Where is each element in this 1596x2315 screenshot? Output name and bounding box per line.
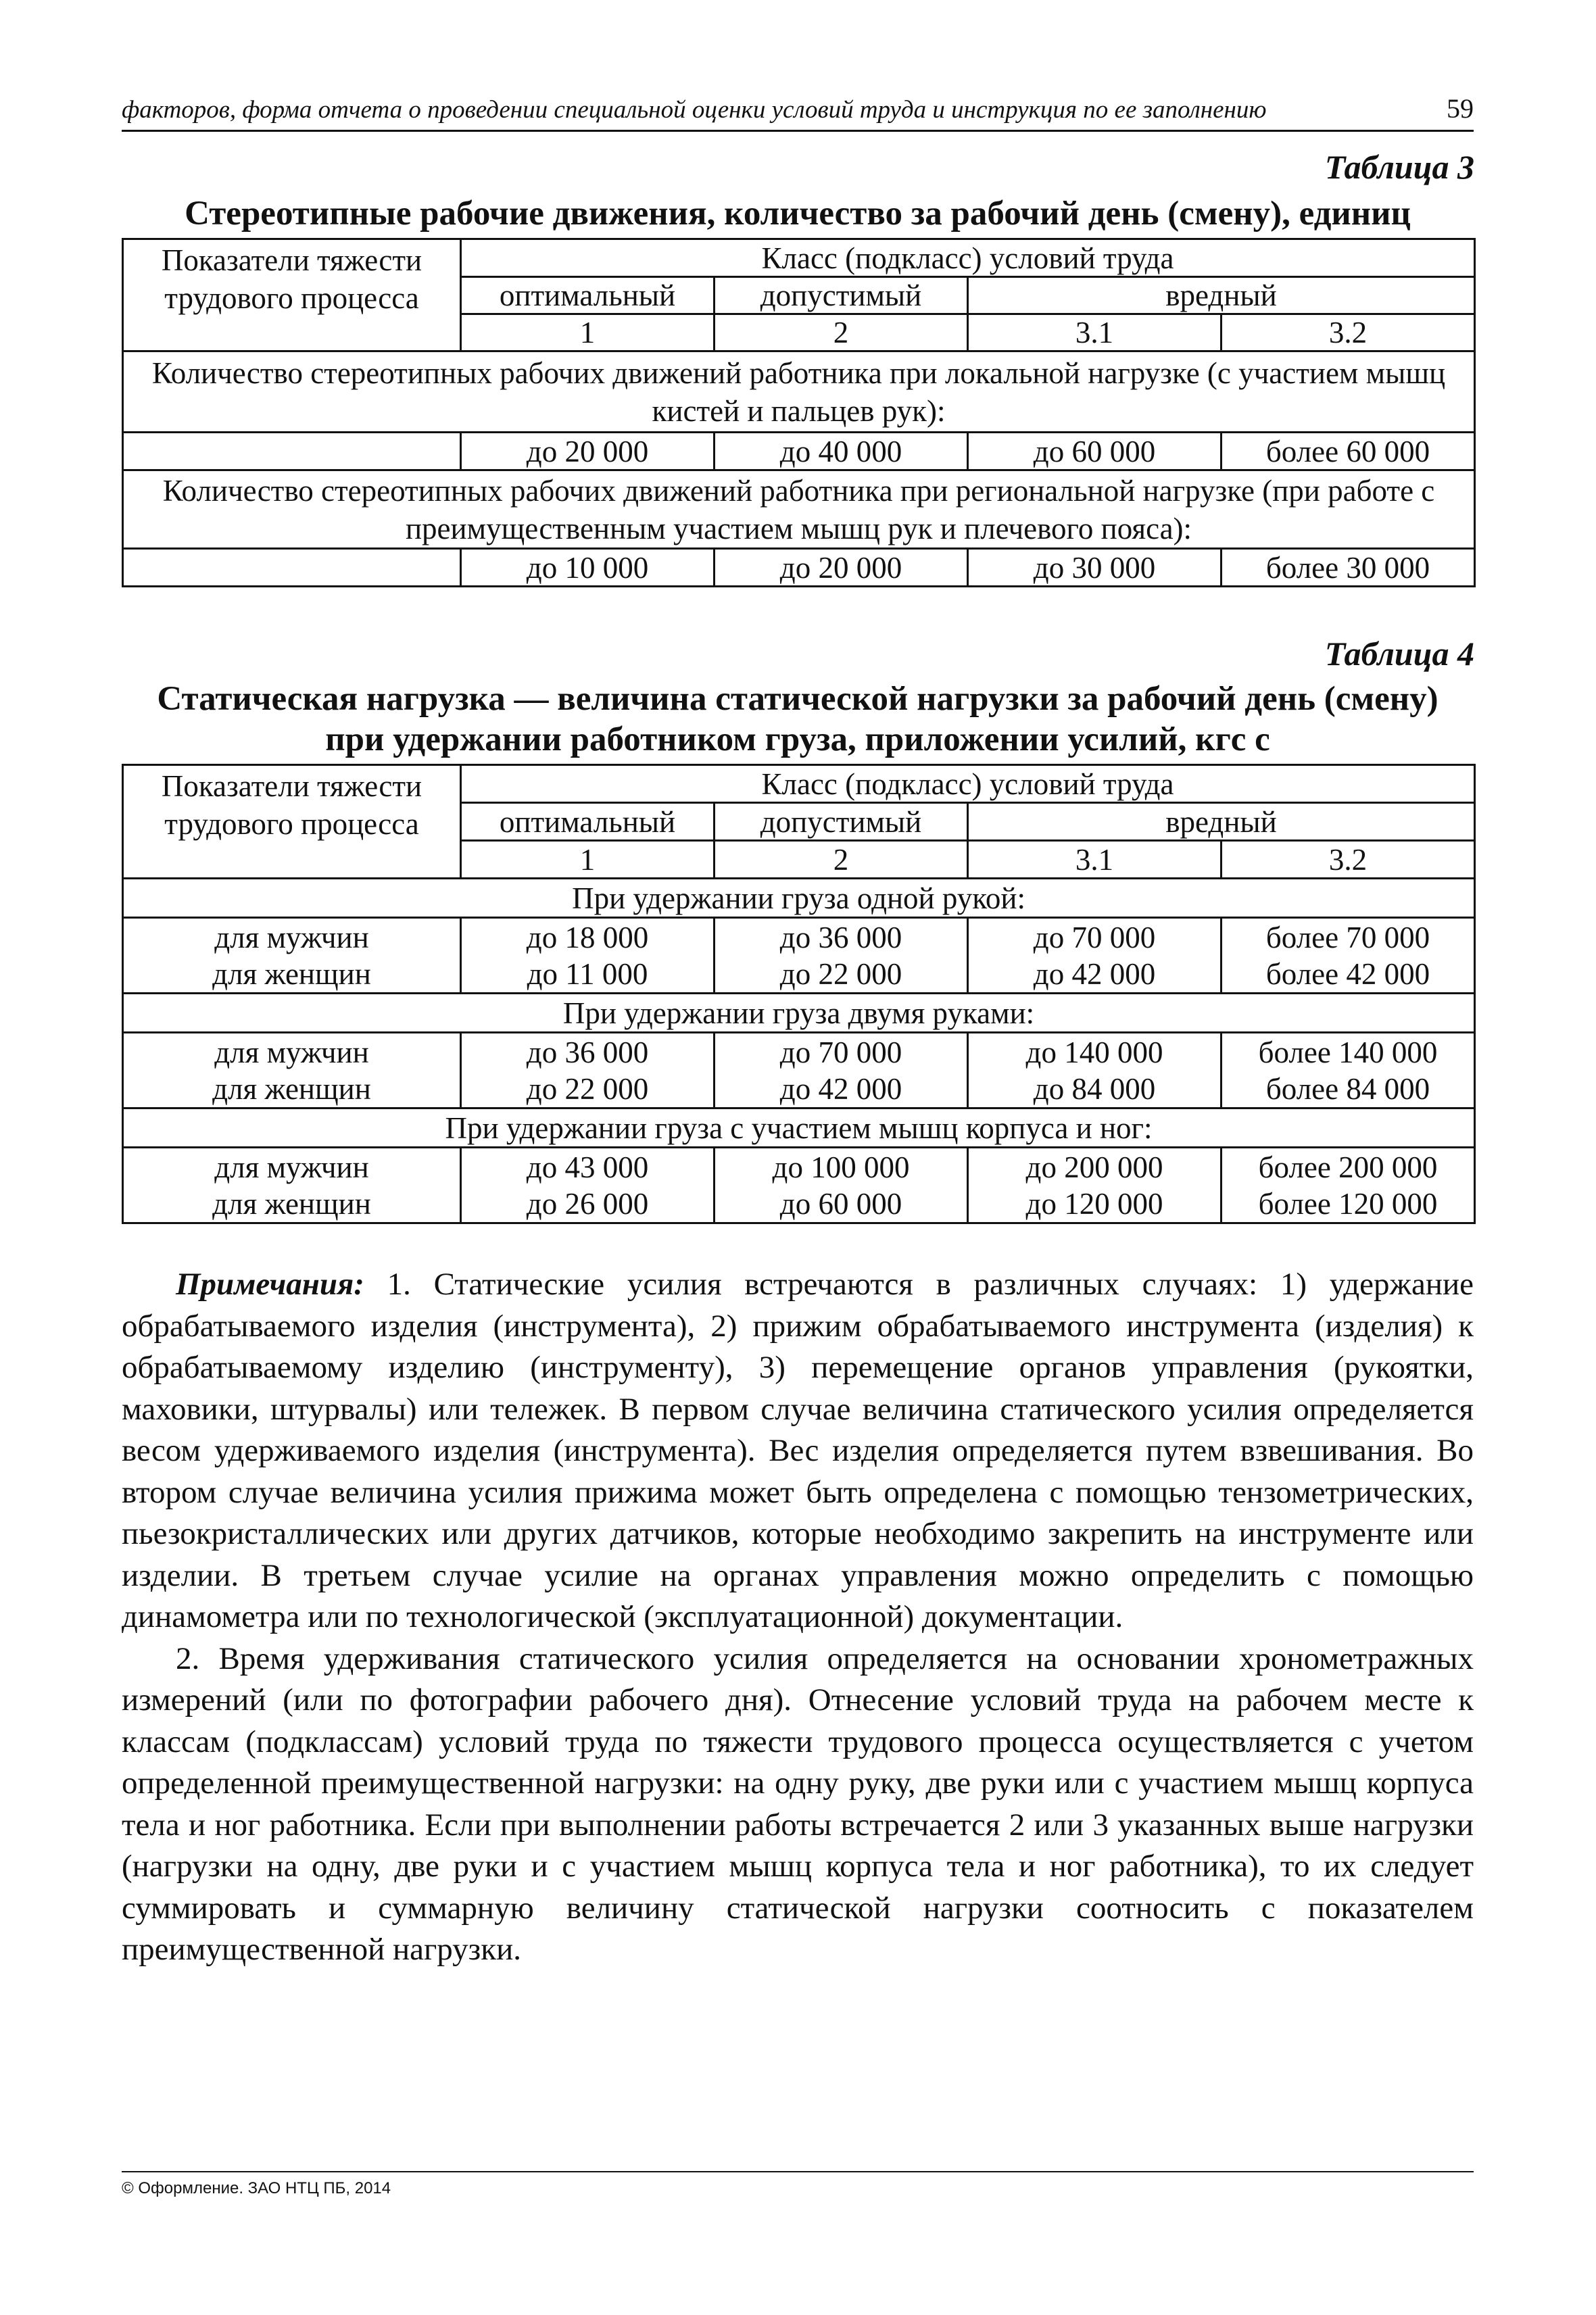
value-women: до 60 000 [779, 1186, 902, 1221]
cell-class-2 [715, 1033, 968, 1108]
cell-class-3-1 [968, 918, 1222, 994]
value-men: до 100 000 [772, 1150, 910, 1184]
indicator-header: Показатели тяжести трудового процесса [123, 239, 461, 351]
col-num-3-1: 3.1 [968, 841, 1222, 879]
cell-class-1: до 10 000 [461, 549, 715, 587]
col-permissible: допустимый [715, 277, 968, 314]
row-label [123, 549, 461, 587]
value-men: более 200 000 [1258, 1150, 1438, 1184]
notes [122, 1264, 1474, 1971]
running-header [122, 88, 1474, 132]
value-women: до 11 000 [527, 956, 648, 991]
col-num-3-2: 3.2 [1222, 841, 1475, 879]
cell-class-3-2 [1222, 1148, 1475, 1223]
value-men: до 43 000 [526, 1150, 649, 1184]
cell-class-2: до 40 000 [715, 433, 968, 470]
col-optimal: оптимальный [461, 277, 715, 314]
value-women: до 22 000 [779, 956, 902, 991]
value-men: более 70 000 [1265, 920, 1430, 954]
value-men: до 200 000 [1025, 1150, 1163, 1184]
value-women: более 120 000 [1258, 1186, 1438, 1221]
table4 [122, 764, 1476, 1224]
col-num-1: 1 [461, 314, 715, 351]
row-labels [123, 1033, 461, 1108]
cell-class-3-2: более 60 000 [1222, 433, 1475, 470]
value-women: до 22 000 [526, 1071, 649, 1106]
section-title: Количество стереотипных рабочих движений работника при региональной нагрузке (при работе с преимущественным участием мышц рук и плечевого пояса): [123, 470, 1475, 549]
row-label [123, 433, 461, 470]
table4-title-line1: Статическая нагрузка — величина статической нагрузки за рабочий день (смену) [157, 680, 1438, 718]
col-optimal: оптимальный [461, 803, 715, 841]
value-men: до 36 000 [526, 1035, 649, 1069]
value-women: до 42 000 [1033, 956, 1156, 991]
table4-title-line2: при удержании работником груза, приложении усилий, кгс с [325, 721, 1270, 758]
value-men: до 36 000 [779, 920, 902, 954]
value-women: до 26 000 [526, 1186, 649, 1221]
value-men: до 18 000 [526, 920, 649, 954]
value-women: до 120 000 [1025, 1186, 1163, 1221]
cell-class-2: до 20 000 [715, 549, 968, 587]
class-header: Класс (подкласс) условий труда [461, 239, 1475, 277]
col-num-1: 1 [461, 841, 715, 879]
row-labels [123, 918, 461, 994]
table3 [122, 238, 1476, 587]
section-title: При удержании груза с участием мышц корпуса и ног: [123, 1108, 1475, 1148]
col-harmful: вредный [968, 803, 1475, 841]
table4-label: Таблица 4 [1324, 635, 1474, 673]
table4-title [122, 679, 1474, 760]
col-permissible: допустимый [715, 803, 968, 841]
label-men: для мужчин [214, 1150, 369, 1184]
col-num-3-1: 3.1 [968, 314, 1222, 351]
value-men: более 140 000 [1258, 1035, 1438, 1069]
page-number: 59 [1447, 93, 1474, 124]
cell-class-2 [715, 918, 968, 994]
value-women: до 42 000 [779, 1071, 902, 1106]
cell-class-3-2: более 30 000 [1222, 549, 1475, 587]
cell-class-3-1: до 60 000 [968, 433, 1222, 470]
note-2: 2. Время удерживания статического усилия определяется на основании хронометражных измерений (или по фотографии рабочего дня). Отнесение условий труда на рабочем месте к классам (подклассам) условий труда по тяжести трудового процесса осуществляется с учетом определенной преимущественной нагрузки: на одну руку, две руки или с участием мышц корпуса тела и ног работника. Если при выполнении работы встречается 2 или 3 указанных выше нагрузки (нагрузки на одну, две руки и с участием мышц корпуса тела и ног работника), то их следует суммировать и суммарную величину статической нагрузки соотносить с показателем преимущественной нагрузки. [122, 1640, 1474, 1967]
cell-class-2 [715, 1148, 968, 1223]
table3-title: Стереотипные рабочие движения, количество за рабочий день (смену), единиц [185, 195, 1411, 233]
col-harmful: вредный [968, 277, 1475, 314]
section-title: При удержании груза одной рукой: [123, 879, 1475, 918]
section-title: При удержании груза двумя руками: [123, 994, 1475, 1033]
note-1 [122, 1264, 1474, 1638]
cell-class-3-2 [1222, 1033, 1475, 1108]
col-num-2: 2 [715, 314, 968, 351]
label-women: для женщин [212, 1186, 371, 1221]
label-men: для мужчин [214, 1035, 369, 1069]
cell-class-1 [461, 918, 715, 994]
col-num-2: 2 [715, 841, 968, 879]
label-men: для мужчин [214, 920, 369, 954]
copyright: © Оформление. ЗАО НТЦ ПБ, 2014 [122, 2179, 391, 2197]
value-women: до 84 000 [1033, 1071, 1156, 1106]
cell-class-1 [461, 1033, 715, 1108]
section-title: Количество стереотипных рабочих движений работника при локальной нагрузке (с участием мышц кистей и пальцев рук): [123, 351, 1475, 433]
col-num-3-2: 3.2 [1222, 314, 1475, 351]
notes-lead: Примечания: [176, 1267, 364, 1302]
value-men: до 70 000 [779, 1035, 902, 1069]
table3-label: Таблица 3 [1324, 148, 1474, 186]
value-women: более 84 000 [1265, 1071, 1430, 1106]
cell-class-3-1 [968, 1033, 1222, 1108]
class-header: Класс (подкласс) условий труда [461, 765, 1475, 803]
note-1-text: 1. Статические усилия встречаются в различных случаях: 1) удержание обрабатываемого изделия (инструмента), 2) прижим обрабатываемого инструмента (изделия) к обрабатываемому изделию (инструменту), 3) перемещение органов управления (рукоятки, маховики, штурвалы) или тележек. В первом случае величина статического усилия определяется весом удерживаемого изделия (инструмента). Вес изделия определяется путем взвешивания. Во втором случае величина усилия прижима может быть определена с помощью тензометрических, пьезокристаллических или других датчиков, которые необходимо закрепить на инструменте или изделии. В третьем случае усилие на органах управления можно определить с помощью динамометра или по технологической (эксплуатационной) документации. [122, 1267, 1474, 1634]
value-men: до 140 000 [1025, 1035, 1163, 1069]
value-women: более 42 000 [1265, 956, 1430, 991]
cell-class-3-1 [968, 1148, 1222, 1223]
cell-class-3-2 [1222, 918, 1475, 994]
cell-class-1: до 20 000 [461, 433, 715, 470]
cell-class-3-1: до 30 000 [968, 549, 1222, 587]
indicator-header: Показатели тяжести трудового процесса [123, 765, 461, 879]
label-women: для женщин [212, 1071, 371, 1106]
running-title: факторов, форма отчета о проведении специальной оценки условий труда и инструкция по ее заполнению [122, 96, 1267, 124]
cell-class-1 [461, 1148, 715, 1223]
page-footer [122, 2171, 1474, 2197]
label-women: для женщин [212, 956, 371, 991]
value-men: до 70 000 [1033, 920, 1156, 954]
row-labels [123, 1148, 461, 1223]
